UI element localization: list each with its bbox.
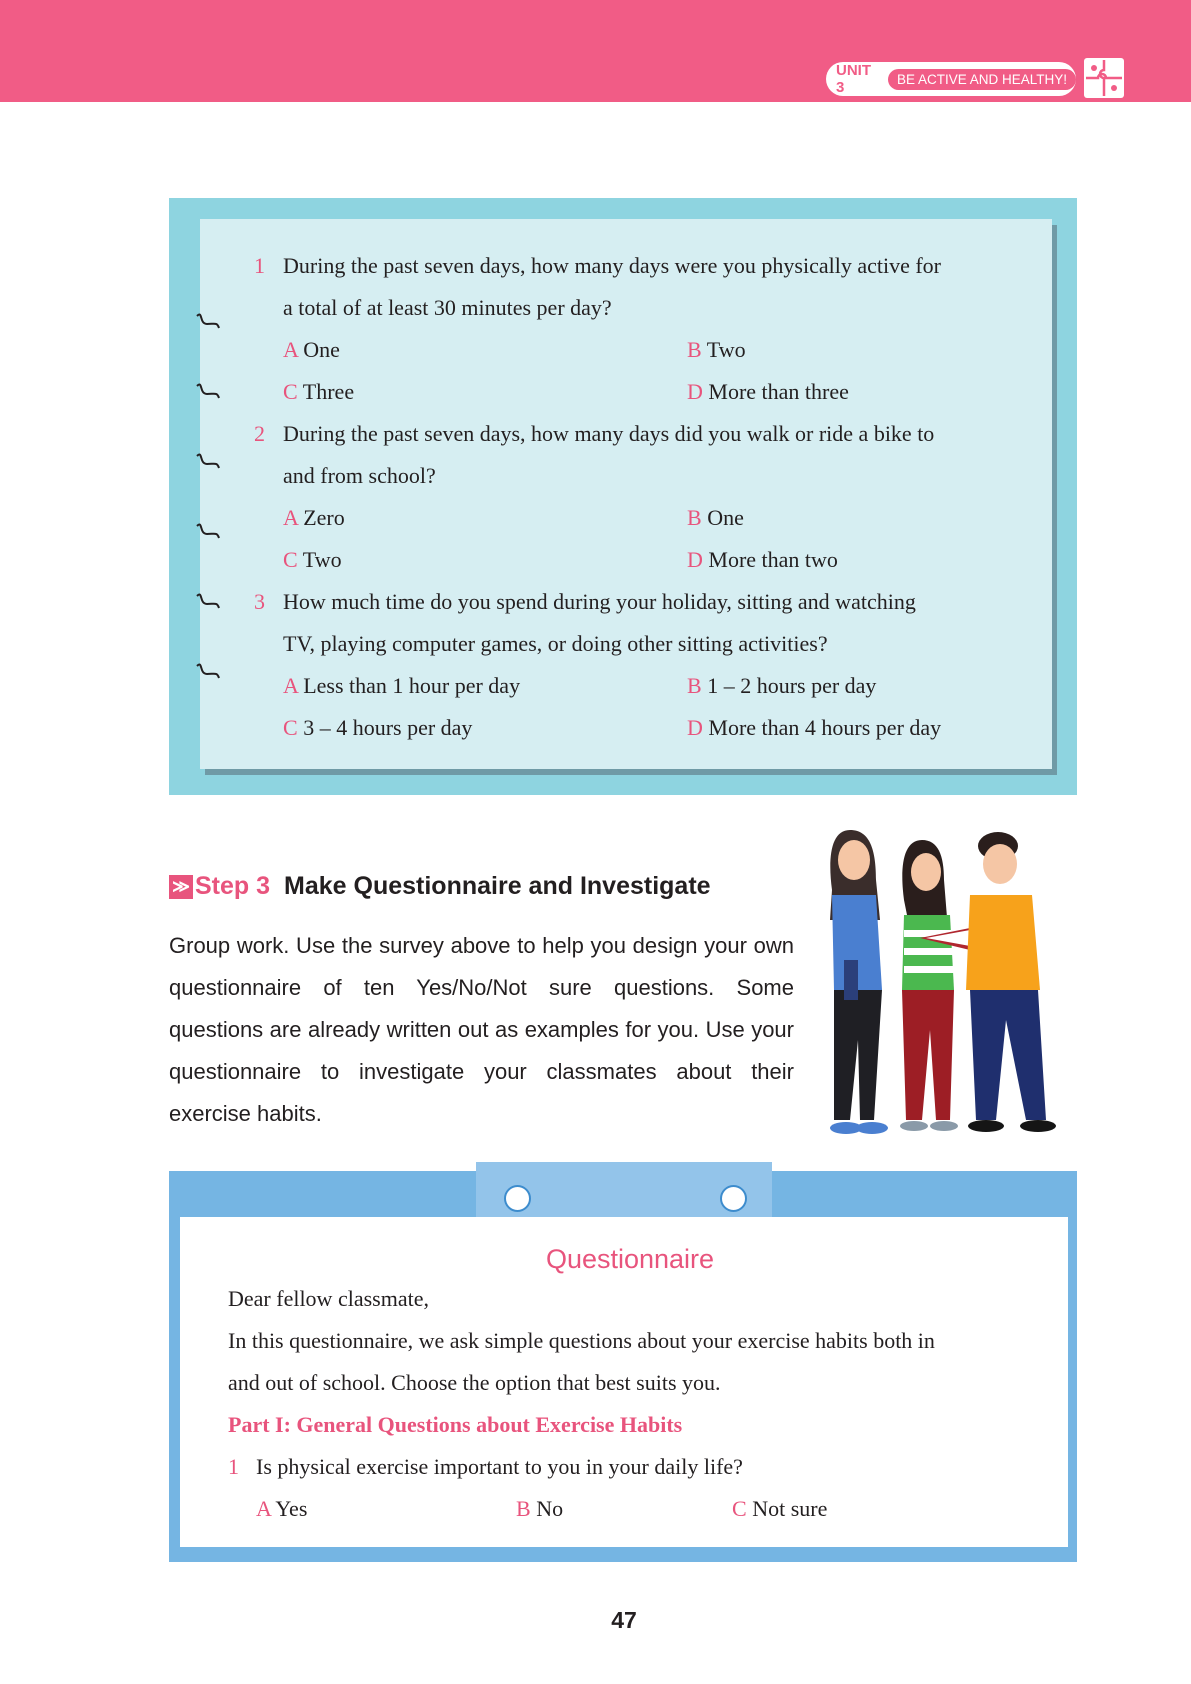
option-letter: C — [283, 715, 298, 740]
option-text: More than three — [708, 379, 849, 404]
question-text: How much time do you spend during your holiday, sitting and watching — [283, 589, 916, 614]
question-text: TV, playing computer games, or doing other sitting activities? — [283, 631, 828, 656]
binder-ring-icon — [504, 1185, 531, 1212]
spiral-ring-icon — [193, 660, 225, 684]
question-text: a total of at least 30 minutes per day? — [283, 295, 612, 320]
spiral-ring-icon — [193, 520, 225, 544]
option-text: Not sure — [752, 1496, 828, 1521]
option-text: Yes — [275, 1496, 308, 1521]
option-text: Two — [302, 547, 342, 572]
question-number: 1 — [254, 253, 265, 278]
option-text: More than 4 hours per day — [708, 715, 942, 740]
option-letter: C — [283, 379, 298, 404]
option-letter: B — [687, 505, 702, 530]
page-number: 47 — [611, 1607, 637, 1633]
question-text: and from school? — [283, 463, 436, 488]
step-title: Make Questionnaire and Investigate — [284, 872, 711, 900]
option-item — [732, 1496, 827, 1522]
option-letter: A — [256, 1496, 271, 1521]
option-item — [256, 1496, 307, 1522]
option-text: 1 – 2 hours per day — [707, 673, 877, 698]
double-chevron-icon: ≫ — [169, 875, 193, 899]
option-letter: A — [283, 505, 298, 530]
option-text: One — [303, 337, 340, 362]
questionnaire-title: Questionnaire — [545, 1244, 715, 1274]
step-heading — [169, 872, 711, 901]
option-item — [283, 379, 354, 405]
students-illustration — [810, 820, 1090, 1160]
option-item — [687, 673, 876, 699]
option-text: 3 – 4 hours per day — [303, 715, 473, 740]
option-letter: B — [687, 673, 702, 698]
unit-label: UNIT 3 — [836, 62, 871, 96]
option-letter: B — [516, 1496, 531, 1521]
question-number: 2 — [254, 421, 265, 446]
instruction-text: Group work. Use the survey above to help you design your own questionnaire of ten Yes/No/Not sure questions. Some questions are already written out as examples for you. Use your questionnaire to investigate your classmates about their exercise habits. — [169, 933, 794, 1126]
option-letter: D — [687, 379, 703, 404]
option-letter: A — [283, 337, 298, 362]
option-item — [283, 715, 472, 741]
part-title: Part I: General Questions about Exercise Habits — [228, 1412, 683, 1437]
option-item — [283, 505, 345, 531]
greeting: Dear fellow classmate, — [228, 1286, 429, 1311]
option-letter: C — [732, 1496, 747, 1521]
option-letter: B — [687, 337, 702, 362]
option-item — [283, 673, 520, 699]
question-number: 3 — [254, 589, 265, 614]
question-text: During the past seven days, how many days were you physically active for — [283, 253, 941, 278]
option-item — [687, 337, 746, 363]
unit-title: BE ACTIVE AND HEALTHY! — [888, 69, 1076, 90]
spiral-ring-icon — [193, 450, 225, 474]
intro-text: and out of school. Choose the option that best suits you. — [228, 1370, 721, 1395]
spiral-ring-icon — [193, 310, 225, 334]
binder-ring-icon — [720, 1185, 747, 1212]
option-item — [283, 337, 340, 363]
spiral-ring-icon — [193, 380, 225, 404]
option-letter: A — [283, 673, 298, 698]
option-item — [283, 547, 342, 573]
question-text: Is physical exercise important to you in your daily life? — [256, 1454, 743, 1479]
option-text: No — [536, 1496, 564, 1521]
option-item — [687, 547, 838, 573]
option-item — [687, 715, 941, 741]
option-item — [516, 1496, 563, 1522]
option-text: Zero — [303, 505, 345, 530]
intro-text: In this questionnaire, we ask simple questions about your exercise habits both in — [228, 1328, 935, 1353]
option-item — [687, 379, 849, 405]
step-label: Step 3 — [195, 872, 271, 900]
option-text: Less than 1 hour per day — [303, 673, 521, 698]
puzzle-icon — [1082, 56, 1126, 100]
unit-badge — [826, 62, 1076, 96]
option-letter: D — [687, 547, 703, 572]
option-letter: D — [687, 715, 703, 740]
option-letter: C — [283, 547, 298, 572]
option-text: Two — [706, 337, 746, 362]
question-text: During the past seven days, how many days did you walk or ride a bike to — [283, 421, 935, 446]
option-text: Three — [302, 379, 355, 404]
option-text: More than two — [708, 547, 838, 572]
question-number: 1 — [228, 1454, 239, 1479]
option-text: One — [707, 505, 744, 530]
option-item — [687, 505, 744, 531]
spiral-ring-icon — [193, 590, 225, 614]
